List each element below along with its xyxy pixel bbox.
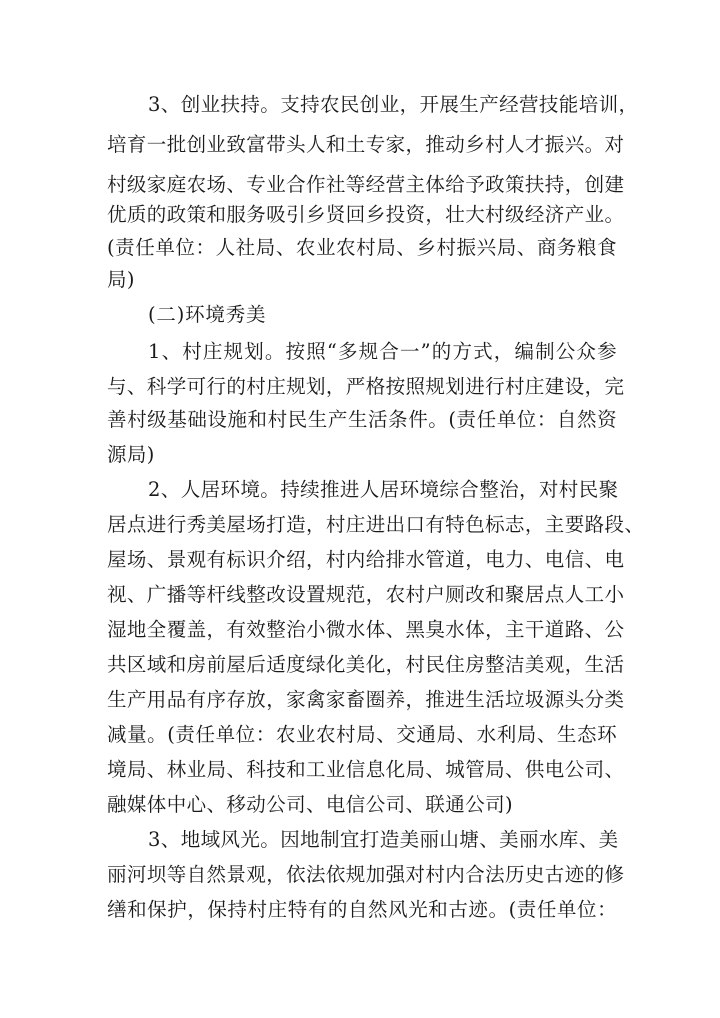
para-3-chuangye-line-6: 局) — [107, 268, 135, 291]
para-1-guihua-line-4: 源局) — [107, 443, 155, 466]
section-heading-huanjing: (二)环境秀美 — [148, 303, 267, 326]
para-2-renju-line-6: 共区域和房前屋后适度绿化美化，村民住房整洁美观，生活 — [107, 653, 625, 676]
para-3-chuangye-line-1: 3、创业扶持。支持农民创业，开展生产经营技能培训， — [148, 93, 639, 116]
para-2-renju-line-8: 减量。(责任单位：农业农村局、交通局、水利局、生态环 — [107, 723, 617, 746]
para-3-chuangye-line-3: 村级家庭农场、专业合作社等经营主体给予政策扶持，创建 — [107, 173, 625, 196]
para-2-renju-line-7: 生产用品有序存放，家禽家畜圈养，推进生活垃圾源头分类 — [107, 688, 625, 711]
para-3-chuangye-line-5: (责任单位：人社局、农业农村局、乡村振兴局、商务粮食 — [107, 236, 617, 259]
para-2-renju-line-4: 视、广播等杆线整改设置规范，农村户厕改和聚居点人工小 — [107, 583, 625, 606]
para-3-fengguang-line-1: 3、地域风光。因地制宜打造美丽山塘、美丽水库、美 — [148, 828, 619, 851]
para-2-renju-line-1: 2、人居环境。持续推进人居环境综合整治，对村民聚 — [148, 478, 619, 501]
para-2-renju-line-9: 境局、林业局、科技和工业信息化局、城管局、供电公司、 — [107, 758, 625, 781]
para-3-chuangye-line-4: 优质的政策和服务吸引乡贤回乡投资，壮大村级经济产业。 — [107, 203, 625, 226]
para-3-fengguang-line-3: 缮和保护，保持村庄特有的自然风光和古迹。(责任单位： — [107, 898, 617, 921]
para-1-guihua-line-3: 善村级基础设施和村民生产生活条件。(责任单位：自然资 — [107, 408, 617, 431]
para-2-renju-line-2: 居点进行秀美屋场打造，村庄进出口有特色标志，主要路段、 — [107, 513, 645, 536]
para-2-renju-line-3: 屋场、景观有标识介绍，村内给排水管道，电力、电信、电 — [107, 548, 625, 571]
para-3-chuangye-line-2: 培育一批创业致富带头人和土专家，推动乡村人才振兴。对 — [107, 133, 625, 156]
para-1-guihua-line-1: 1、村庄规划。按照“多规合一”的方式，编制公众参 — [148, 340, 617, 363]
para-2-renju-line-10: 融媒体中心、移动公司、电信公司、联通公司) — [107, 793, 514, 816]
para-1-guihua-line-2: 与、科学可行的村庄规划，严格按照规划进行村庄建设，完 — [107, 375, 625, 398]
para-3-fengguang-line-2: 丽河坝等自然景观，依法依规加强对村内合法历史古迹的修 — [107, 863, 625, 886]
para-2-renju-line-5: 湿地全覆盖，有效整治小微水体、黑臭水体，主干道路、公 — [107, 618, 625, 641]
